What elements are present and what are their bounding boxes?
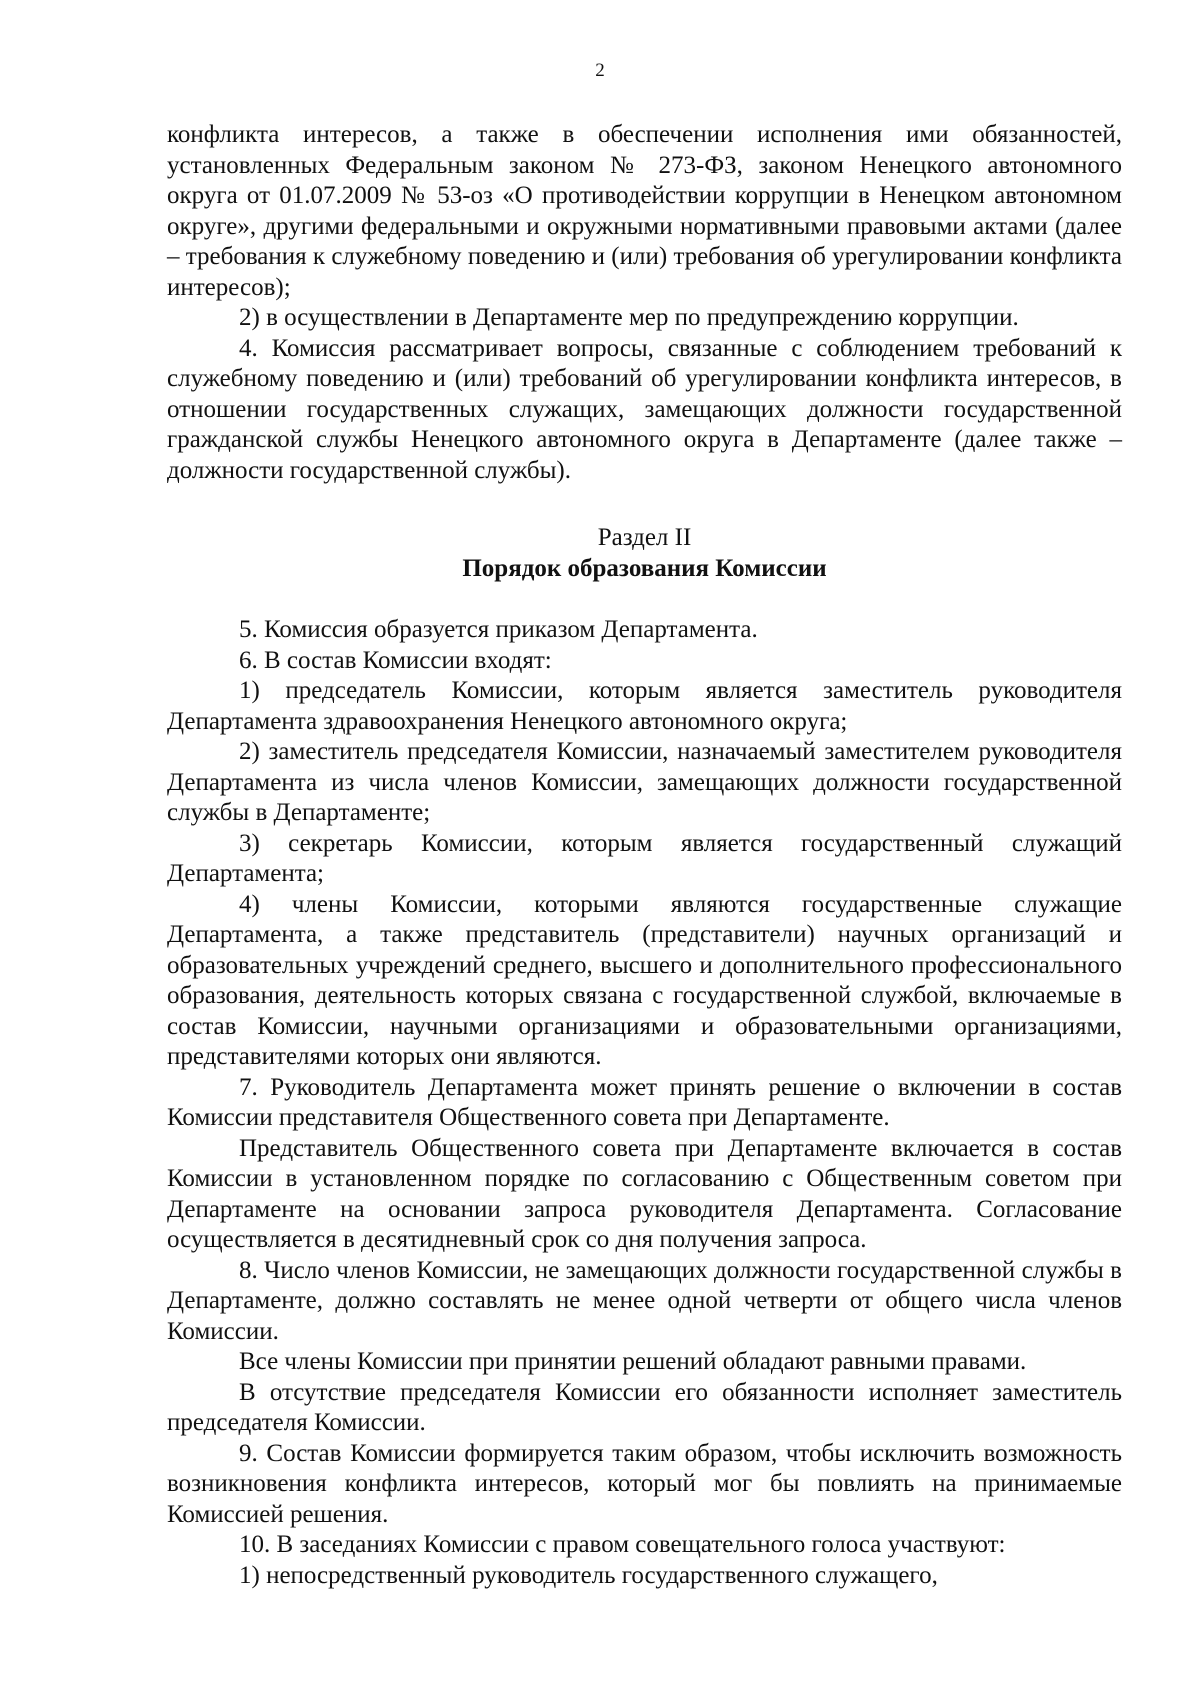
paragraph: 10. В заседаниях Комиссии с правом совещательного голоса участвуют: — [239, 1531, 1006, 1558]
paragraph: 2) заместитель председателя Комиссии, назначаемый заместителем руководителя Департамента из числа членов Комиссии, замещающих должности государственной службы в Департаменте; — [167, 738, 1122, 826]
paragraph: 2) в осуществлении в Департаменте мер по предупреждению коррупции. — [239, 304, 1019, 331]
paragraph: 9. Состав Комиссии формируется таким образом, чтобы исключить возможность возникновения конфликта интересов, который мог бы повлиять на принимаемые Комиссией решения. — [167, 1439, 1122, 1528]
paragraph: 5. Комиссия образуется приказом Департамента. — [239, 616, 758, 643]
paragraph: 1) непосредственный руководитель государственного служащего, — [239, 1561, 938, 1589]
paragraph: 4) члены Комиссии, которыми являются государственные служащие Департамента, а также представитель (представители) научных организаций и образовательных учреждений среднего, высшего и дополнительного профессионального образования, деятельность которых связана с государственной службой, включаемые в состав Комиссии, научными организациями и образовательными организациями, представителями которых они являются. — [167, 890, 1122, 1070]
section-title: Порядок образования Комиссии — [462, 554, 827, 582]
paragraph: 8. Число членов Комиссии, не замещающих должности государственной службы в Департаменте, должно составлять не менее одной четверти от общего числа членов Комиссии. — [167, 1256, 1122, 1345]
paragraph: 3) секретарь Комиссии, которым является государственный служащий Департамента; — [167, 829, 1122, 887]
paragraph: Представитель Общественного совета при Департаменте включается в состав Комиссии в установленном порядке по согласованию с Общественным советом при Департаменте на основании запроса руководителя Департамента. Согласование осуществляется в десятидневный срок со дня получения запроса. — [167, 1134, 1122, 1253]
paragraph: В отсутствие председателя Комиссии его обязанности исполняет заместитель председателя Комиссии. — [167, 1378, 1122, 1436]
paragraph: 1) председатель Комиссии, которым является заместитель руководителя Департамента здравоохранения Ненецкого автономного округа; — [167, 677, 1122, 735]
paragraph: Все члены Комиссии при принятии решений обладают равными правами. — [239, 1348, 1027, 1375]
section-number: Раздел II — [597, 524, 692, 551]
document-body — [167, 120, 1122, 1591]
paragraph: конфликта интересов, а также в обеспечении исполнения ими обязанностей, установленных Федеральным законом № 273-ФЗ, законом Ненецкого автономного округа от 01.07.2009 № 53-оз «О противодействии коррупции в Ненецком автономном округе», другими федеральными и окружными нормативными правовыми актами (далее – требования к служебному поведению и (или) требования об урегулировании конфликта интересов); — [167, 121, 1122, 301]
paragraph: 6. В состав Комиссии входят: — [239, 646, 552, 674]
paragraph: 4. Комиссия рассматривает вопросы, связанные с соблюдением требований к служебному поведению и (или) требований об урегулировании конфликта интересов, в отношении государственных служащих, замещающих должности государственной гражданской службы Ненецкого автономного округа в Департаменте (далее также – должности государственной службы). — [167, 334, 1122, 484]
page-number: 2 — [595, 60, 605, 81]
paragraph: 7. Руководитель Департамента может принять решение о включении в состав Комиссии представителя Общественного совета при Департаменте. — [167, 1073, 1122, 1131]
